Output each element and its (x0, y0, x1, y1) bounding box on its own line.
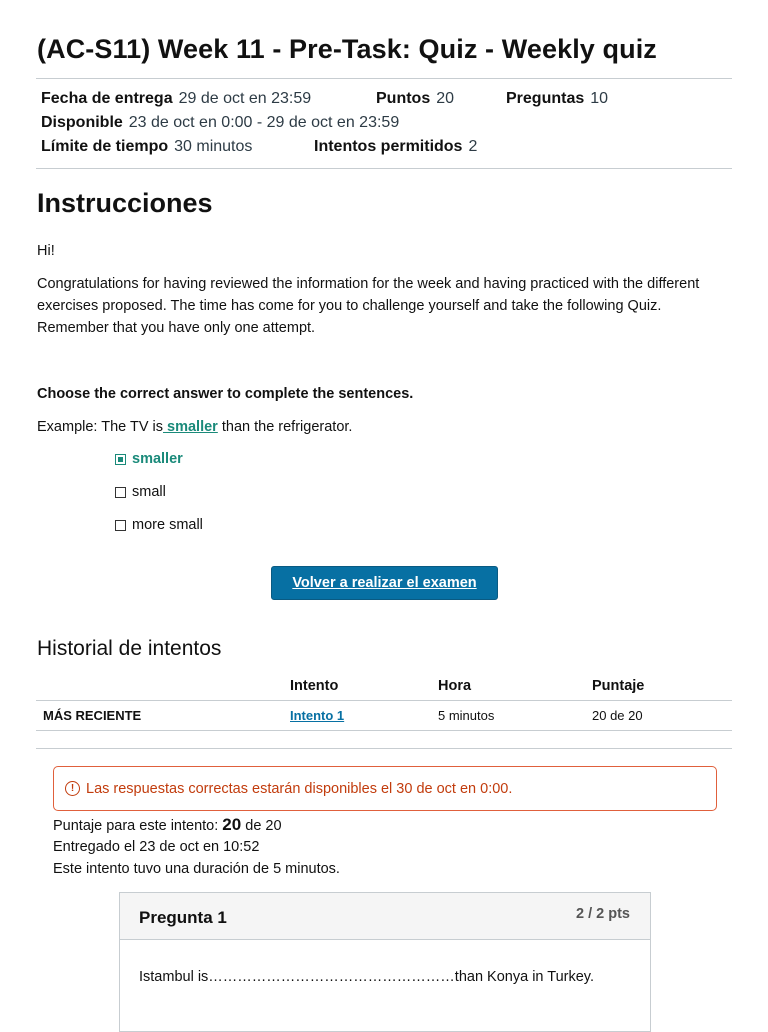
submitted-text: Entregado el 23 de oct en 10:52 (53, 839, 260, 855)
option-label: more small (132, 517, 203, 533)
instructions-heading: Instrucciones (37, 188, 213, 218)
points (376, 90, 454, 108)
attempts-value: 2 (468, 138, 478, 155)
instructions-body: Congratulations for having reviewed the information for the week and having practiced with the different exercises proposed. The time has come for you to challenge yourself and take the following Quiz. Remember that you have only one attempt. (37, 276, 700, 336)
points-value: 20 (436, 90, 455, 107)
col-header-time: Hora (438, 678, 472, 694)
due-label: Fecha de entrega (41, 90, 173, 107)
table-header-divider (36, 700, 732, 701)
attempt-score: 20 de 20 (592, 708, 643, 723)
title-divider (36, 78, 732, 79)
score-suffix: de 20 (245, 818, 282, 834)
question-header (120, 893, 650, 940)
col-header-score: Puntaje (592, 678, 645, 694)
available-value: 23 de oct en 0:00 - 29 de oct en 23:59 (128, 114, 400, 131)
example-answer: smaller (163, 419, 218, 435)
question-points: 2 / 2 pts (576, 906, 630, 922)
attempts-label: Intentos permitidos (314, 138, 463, 155)
example-suffix: than the refrigerator. (217, 419, 353, 435)
score-value: 20 (222, 815, 242, 834)
greeting-text: Hi! (37, 243, 55, 259)
row-label: MÁS RECIENTE (43, 708, 142, 723)
duration-text: Este intento tuvo una duración de 5 minutos. (53, 861, 340, 877)
time-limit-value: 30 minutos (174, 138, 253, 155)
empty-box-icon (115, 487, 126, 498)
quiz-title: (AC-S11) Week 11 - Pre-Task: Quiz - Weekly quiz (37, 34, 657, 64)
available-label: Disponible (41, 114, 123, 131)
section-divider (36, 748, 732, 749)
due-date (41, 90, 311, 108)
questions-label: Preguntas (506, 90, 585, 107)
option-smaller (115, 451, 183, 467)
task-text: Choose the correct answer to complete the sentences. (37, 386, 414, 402)
example-prefix: Example: The TV is (37, 419, 163, 435)
time-limit-label: Límite de tiempo (41, 138, 169, 155)
attempt-score-line (53, 815, 282, 835)
option-small (115, 484, 166, 500)
option-more-small (115, 517, 203, 533)
attempt-1-link[interactable]: Intento 1 (290, 708, 345, 723)
meta-divider (36, 168, 732, 169)
option-label: smaller (132, 451, 183, 467)
col-header-attempt: Intento (290, 678, 339, 694)
example-sentence (37, 416, 737, 438)
attempt-time: 5 minutos (438, 708, 495, 723)
alert-text: Las respuestas correctas estarán disponibles el 30 de oct en 0:00. (86, 780, 513, 797)
points-label: Puntos (376, 90, 431, 107)
allowed-attempts (314, 138, 477, 156)
retake-quiz-button[interactable]: Volver a realizar el examen (271, 566, 498, 600)
answers-availability-alert (53, 766, 717, 811)
checked-box-icon (115, 454, 126, 465)
option-label: small (132, 484, 166, 500)
score-prefix: Puntaje para este intento: (53, 818, 219, 834)
questions (506, 90, 608, 108)
question-card (119, 892, 651, 1032)
questions-value: 10 (590, 90, 609, 107)
exclamation-circle-icon: ! (65, 781, 80, 796)
time-limit (41, 138, 252, 156)
history-heading: Historial de intentos (37, 637, 222, 660)
empty-box-icon (115, 520, 126, 531)
table-row-divider (36, 730, 732, 731)
question-text: Istambul is……………………………………………than Konya in Turkey. (139, 969, 594, 985)
question-title: Pregunta 1 (139, 908, 227, 927)
availability (41, 114, 399, 132)
due-value: 29 de oct en 23:59 (178, 90, 312, 107)
